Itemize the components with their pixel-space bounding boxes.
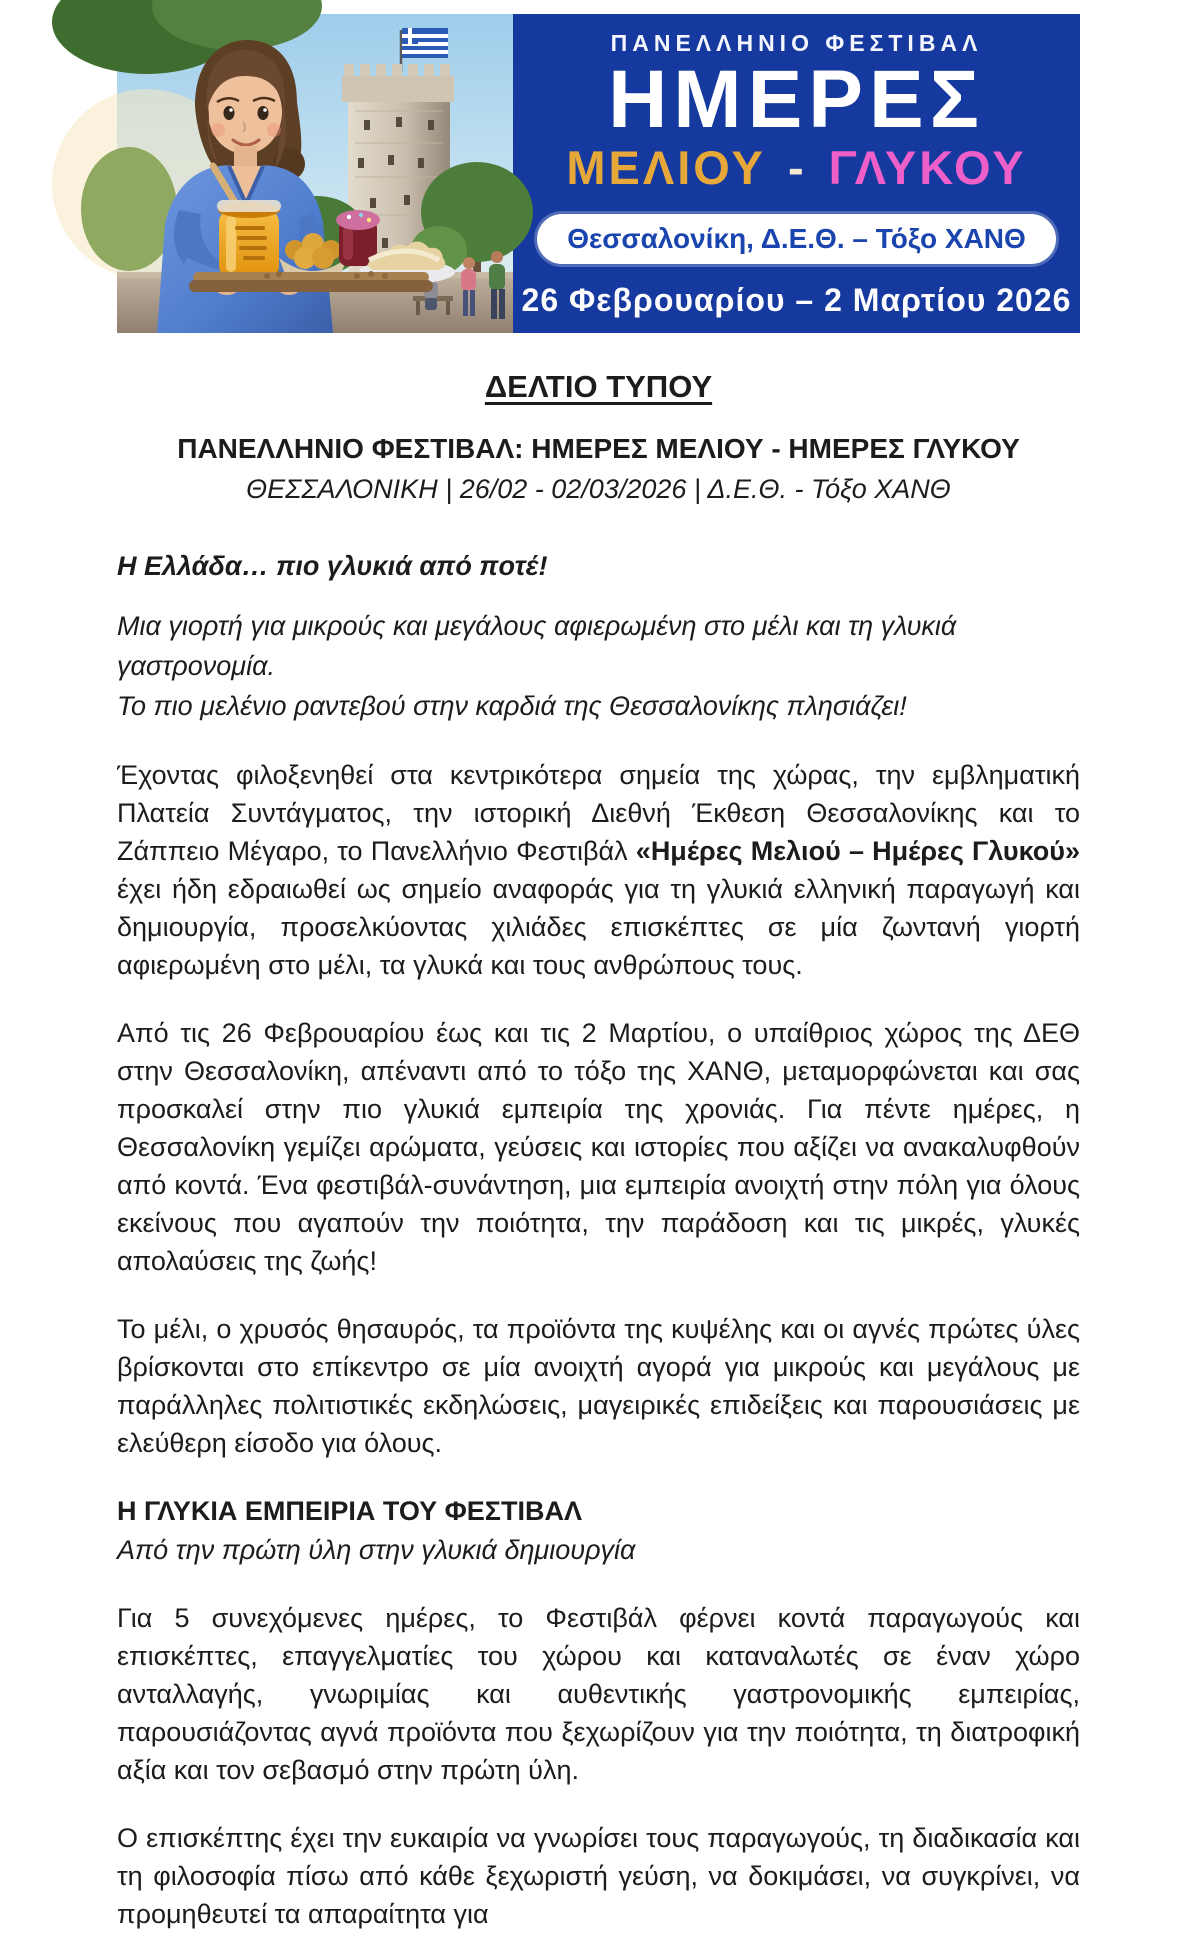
paragraph-visitor: Ο επισκέπτης έχει την ευκαιρία να γνωρίσει τους παραγωγούς, τη διαδικασία και τη φιλοσοφία πίσω από κάθε ξεχωριστή γεύση, να δοκιμάσει, να συγκρίνει, να προμηθευτεί τα απαραίτητα για [117, 1823, 1080, 1929]
banner-illustration [117, 14, 513, 333]
banner-dates: 26 Φεβρουαρίου – 2 Μαρτίου 2026 [521, 281, 1072, 318]
paragraph-honey-market: Το μέλι, ο χρυσός θησαυρός, τα προϊόντα της κυψέλης και οι αγνές πρώτες ύλες βρίσκονται στο επίκεντρο σε μία ανοιχτή αγορά για μικρούς και μεγάλους με παράλληλες πολιτιστικές εκδηλώσεις, μαγειρικές επιδείξεις και παρουσιάσεις με ελεύθερη είσοδο για όλους. [117, 1314, 1080, 1458]
banner-location-pill: Θεσσαλονίκη, Δ.Ε.Θ. – Τόξο ΧΑΝΘ [537, 214, 1056, 264]
greek-flag [402, 28, 448, 58]
tower-parapet [342, 76, 454, 102]
intro-paragraph [117, 606, 1080, 726]
banner-title-meliou: ΜΕΛΙΟΥ [566, 141, 766, 195]
section-heading-experience: Η ΓΛΥΚΙΑ ΕΜΠΕΙΡΙΑ ΤΟΥ ΦΕΣΤΙΒΑΛ [117, 1496, 583, 1526]
press-release-title [117, 369, 1080, 405]
paragraph-history-a: Έχοντας φιλοξενηθεί στα κεντρικότερα σημεία της χώρας, την εμβληματική Πλατεία Συντάγματος, την ιστορική Διεθνή Έκθεση Θεσσαλονίκης και το Ζάππειο Μέγαρο, το Πανελλήνιο Φεστιβάλ [117, 760, 1080, 866]
banner-title-line2 [566, 142, 1026, 194]
intro-line-1: Μια γιορτή για μικρούς και μεγάλους αφιερωμένη στο μέλι και τη γλυκιά γαστρονομία. [117, 611, 957, 681]
blush-left [211, 123, 225, 137]
banner-text-panel [513, 14, 1080, 333]
blush-right [267, 123, 281, 137]
wooden-tray [189, 271, 433, 292]
honey-festival-illustration-svg [117, 14, 513, 333]
press-release-body [0, 369, 1190, 1933]
intro-line-2: Το πιο μελένιο ραντεβού στην καρδιά της Θεσσαλονίκης πλησιάζει! [117, 691, 907, 721]
festival-name-bold: «Ημέρες Μελιού – Ημέρες Γλυκού» [635, 836, 1080, 866]
paragraph-five-days: Για 5 συνεχόμενες ημέρες, το Φεστιβάλ φέρνει κοντά παραγωγούς και επισκέπτες, επαγγελματίες του χώρου και καταναλωτές σε έναν χώρο ανταλλαγής, γνωριμίας και αυθεντικής γαστρονομικής εμπειρίας, παρουσιάζοντας αγνά προϊόντα που ξεχωρίζουν για την ποιότητα, τη διατροφική αξία και τον σεβασμό στην πρώτη ύλη. [117, 1603, 1080, 1785]
section-subheading-experience: Από την πρώτη ύλη στην γλυκιά δημιουργία [117, 1535, 636, 1565]
press-release-title-text: ΔΕΛΤΙΟ ΤΥΠΟΥ [484, 369, 713, 404]
headline: ΠΑΝΕΛΛΗΝΙΟ ΦΕΣΤΙΒΑΛ: ΗΜΕΡΕΣ ΜΕΛΙΟΥ - ΗΜΕΡΕΣ ΓΛΥΚΟΥ [177, 433, 1020, 464]
banner-title-dash: - [771, 141, 823, 195]
paragraph-history-b: έχει ήδη εδραιωθεί ως σημείο αναφοράς για τη γλυκιά ελληνική παραγωγή και δημιουργία, προσελκύοντας χιλιάδες επισκέπτες σε μία ζωντανή γιορτή αφιερωμένη στο μέλι, τα γλυκά και τους ανθρώπους τους. [117, 874, 1080, 980]
festival-banner [117, 14, 1080, 333]
press-release-page [0, 14, 1190, 1929]
paragraph-history [117, 756, 1080, 984]
banner-title-himeres: ΗΜΕΡΕΣ [608, 54, 985, 146]
tagline: Η Ελλάδα… πιο γλυκιά από ποτέ! [117, 551, 548, 581]
paragraph-dates-venue: Από τις 26 Φεβρουαρίου έως και τις 2 Μαρτίου, ο υπαίθριος χώρος της ΔΕΘ στην Θεσσαλονίκη, απέναντι από το τόξο της ΧΑΝΘ, μεταμορφώνεται και σας προσκαλεί στην πιο γλυκιά εμπειρία της χρονιάς. Για πέντε ημέρες, η Θεσσαλονίκη γεμίζει αρώματα, γεύσεις και ιστορίες που αξίζει να ανακαλυφθούν από κοντά. Ένα φεστιβάλ-συνάντηση, μια εμπειρία ανοιχτή στην πόλη για όλους εκείνους που αγαπούν την ποιότητα, την παράδοση και τις μικρές, γλυκές απολαύσεις της ζωής! [117, 1018, 1080, 1276]
banner-title-glykou: ΓΛΥΚΟΥ [828, 141, 1027, 195]
event-meta-line: ΘΕΣΣΑΛΟΝΙΚΗ | 26/02 - 02/03/2026 | Δ.Ε.Θ. - Τόξο ΧΑΝΘ [246, 474, 951, 504]
banner-kicker: ΠΑΝΕΛΛΗΝΙΟ ΦΕΣΤΙΒΑΛ [610, 30, 983, 57]
